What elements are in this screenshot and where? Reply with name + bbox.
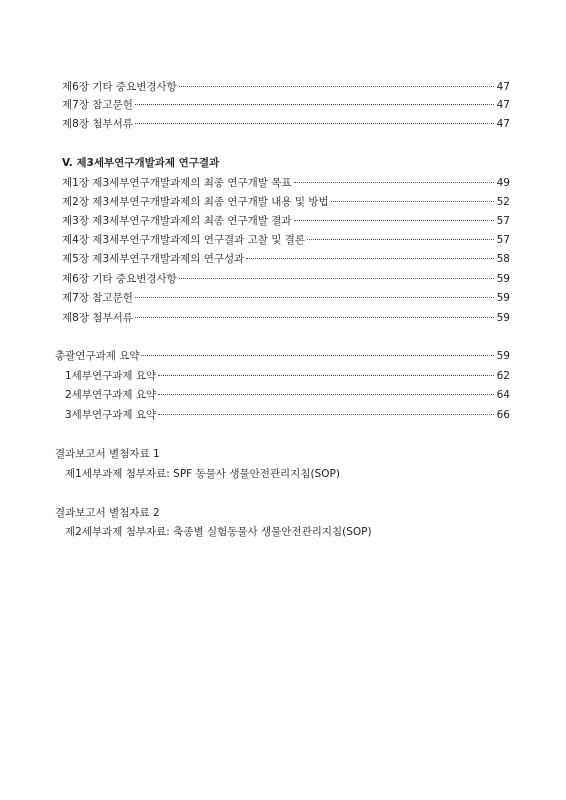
toc-entry[interactable] (62, 251, 510, 267)
toc-entry-title: 제2장 제3세부연구개발과제의 최종 연구개발 내용 및 방법 (62, 196, 329, 208)
toc-entry-page: 59 (496, 350, 510, 362)
toc-entry[interactable] (62, 175, 510, 191)
toc-leader (135, 317, 494, 318)
toc-entry[interactable] (62, 290, 510, 306)
attachment-item[interactable]: 제2세부과제 첨부자료: 축종별 실험동물사 생물안전관리지침(SOP) (65, 526, 372, 538)
toc-entry-title: 제4장 제3세부연구개발과제의 연구결과 고찰 및 결론 (62, 234, 306, 246)
toc-leader (294, 220, 494, 221)
toc-entry-title: 2세부연구과제 요약 (65, 389, 157, 401)
toc-leader (294, 182, 494, 183)
toc-entry-title: 제7장 참고문헌 (62, 292, 133, 304)
toc-entry-title: 제6장 기타 중요변경사항 (62, 81, 177, 93)
toc-entry-page: 59 (496, 292, 510, 304)
attachment-heading: 결과보고서 별첨자료 1 (55, 448, 160, 460)
toc-entry-page: 57 (496, 234, 510, 246)
toc-leader (179, 86, 494, 87)
attachment-item[interactable]: 제1세부과제 첨부자료: SPF 동물사 생물안전관리지침(SOP) (65, 468, 340, 480)
toc-entry[interactable] (62, 232, 510, 248)
toc-entry[interactable] (65, 368, 510, 384)
attachment-heading: 결과보고서 별첨자료 2 (55, 507, 160, 519)
toc-leader (158, 394, 494, 395)
toc-leader (135, 104, 494, 105)
toc-entry-title: 제8장 첨부서류 (62, 312, 133, 324)
toc-leader (246, 258, 494, 259)
toc-entry-title: 제1장 제3세부연구개발과제의 최종 연구개발 목표 (62, 177, 292, 189)
toc-entry-title: 제6장 기타 중요변경사항 (62, 273, 177, 285)
section-heading: V. 제3세부연구개발과제 연구결과 (62, 157, 220, 169)
toc-leader (135, 123, 494, 124)
toc-entry[interactable] (62, 116, 510, 132)
toc-entry-page: 59 (496, 312, 510, 324)
toc-leader (158, 414, 494, 415)
toc-leader (179, 278, 494, 279)
toc-entry-title: 제5장 제3세부연구개발과제의 연구성과 (62, 253, 245, 265)
toc-entry-page: 47 (496, 81, 510, 93)
toc-entry-title: 제3장 제3세부연구개발과제의 최종 연구개발 결과 (62, 215, 292, 227)
toc-entry[interactable] (62, 97, 510, 113)
toc-entry[interactable] (55, 348, 510, 364)
toc-entry[interactable] (62, 194, 510, 210)
toc-leader (158, 375, 494, 376)
toc-entry-title: 총괄연구과제 요약 (55, 350, 140, 362)
toc-entry-page: 47 (496, 118, 510, 130)
toc-leader (141, 355, 494, 356)
toc-entry[interactable] (62, 271, 510, 287)
toc-entry-page: 62 (496, 370, 510, 382)
toc-entry[interactable] (62, 79, 510, 95)
toc-entry-page: 57 (496, 215, 510, 227)
toc-entry[interactable] (62, 310, 510, 326)
toc-entry-page: 64 (496, 389, 510, 401)
toc-entry-page: 49 (496, 177, 510, 189)
toc-entry-title: 제8장 첨부서류 (62, 118, 133, 130)
toc-entry-page: 52 (496, 196, 510, 208)
toc-entry-title: 1세부연구과제 요약 (65, 370, 157, 382)
toc-entry[interactable] (65, 407, 510, 423)
toc-entry-page: 66 (496, 409, 510, 421)
toc-entry-page: 59 (496, 273, 510, 285)
toc-entry-title: 3세부연구과제 요약 (65, 409, 157, 421)
toc-entry-page: 58 (496, 253, 510, 265)
toc-entry-title: 제7장 참고문헌 (62, 99, 133, 111)
toc-entry[interactable] (65, 387, 510, 403)
toc-entry[interactable] (62, 213, 510, 229)
toc-entry-page: 47 (496, 99, 510, 111)
toc-leader (135, 297, 494, 298)
toc-leader (331, 201, 494, 202)
toc-leader (307, 239, 494, 240)
